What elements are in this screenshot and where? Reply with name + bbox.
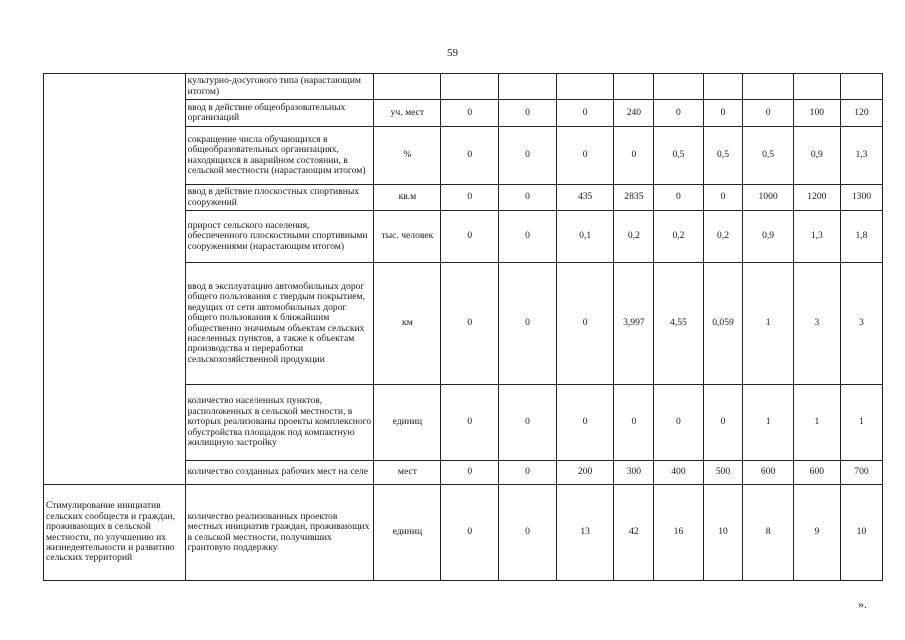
value-cell (793, 74, 840, 100)
value-cell: 1,3 (793, 211, 840, 263)
value-cell: 0,5 (703, 127, 743, 185)
value-cell: 0 (654, 385, 703, 461)
value-cell: 0 (556, 127, 614, 185)
value-cell: 0 (614, 385, 654, 461)
value-cell: 0 (743, 100, 793, 127)
value-cell: 0 (703, 385, 743, 461)
value-cell: 0 (441, 211, 499, 263)
unit-cell: единиц (374, 385, 441, 461)
value-cell: 0 (499, 385, 557, 461)
value-cell: 1300 (840, 185, 882, 211)
value-cell (441, 74, 499, 100)
unit-cell: % (374, 127, 441, 185)
unit-cell: мест (374, 461, 441, 485)
indicator-description: прирост сельского населения, обеспеченного плоскостными спортивными сооружениями (нарастающим итогом) (185, 211, 374, 263)
value-cell: 0,5 (743, 127, 793, 185)
indicator-description: количество созданных рабочих мест на селе (185, 461, 374, 485)
value-cell: 0 (441, 263, 499, 385)
value-cell: 16 (654, 485, 703, 581)
value-cell: 600 (793, 461, 840, 485)
value-cell (743, 74, 793, 100)
indicator-description: ввод в эксплуатацию автомобильных дорог общего пользования с твердым покрытием, ведущих от сети автомобильных дорог общего пользования к ближайшим общественно значимым объектам сельских населенных пунктов, а также к объектам производства и переработки сельскохозяйственной продукции (185, 263, 374, 385)
value-cell: 0 (556, 385, 614, 461)
value-cell: 700 (840, 461, 882, 485)
value-cell: 0 (499, 461, 557, 485)
value-cell: 0 (499, 185, 557, 211)
value-cell: 0 (556, 100, 614, 127)
value-cell: 0 (441, 485, 499, 581)
value-cell: 0 (441, 185, 499, 211)
value-cell: 0,9 (793, 127, 840, 185)
value-cell: 9 (793, 485, 840, 581)
unit-cell: кв.м (374, 185, 441, 211)
value-cell: 500 (703, 461, 743, 485)
table-row (44, 485, 883, 581)
indicator-description: ввод в действие общеобразовательных организаций (185, 100, 374, 127)
indicator-description: культурно-досугового типа (нарастающим итогом) (185, 74, 374, 100)
value-cell: 1 (793, 385, 840, 461)
value-cell: 0 (499, 263, 557, 385)
indicator-description: ввод в действие плоскостных спортивных сооружений (185, 185, 374, 211)
value-cell: 1 (840, 385, 882, 461)
value-cell: 0 (499, 211, 557, 263)
value-cell: 0 (499, 100, 557, 127)
value-cell: 0 (499, 485, 557, 581)
value-cell: 1 (743, 263, 793, 385)
value-cell: 0 (654, 185, 703, 211)
value-cell (614, 74, 654, 100)
value-cell: 200 (556, 461, 614, 485)
value-cell (654, 74, 703, 100)
value-cell: 0,5 (654, 127, 703, 185)
indicators-table (43, 73, 883, 581)
page-number: 59 (447, 47, 458, 59)
value-cell: 0 (556, 263, 614, 385)
value-cell: 1000 (743, 185, 793, 211)
value-cell: 0 (441, 461, 499, 485)
value-cell (499, 74, 557, 100)
value-cell: 0,2 (614, 211, 654, 263)
value-cell: 42 (614, 485, 654, 581)
closing-mark: ». (858, 597, 867, 611)
value-cell: 1200 (793, 185, 840, 211)
value-cell (840, 74, 882, 100)
value-cell: 3 (793, 263, 840, 385)
value-cell: 0 (499, 127, 557, 185)
unit-cell (374, 74, 441, 100)
indicator-description: сокращение числа обучающихся в общеобразовательных организациях, находящихся в аварийном состоянии, в сельской местности (нарастающим итогом) (185, 127, 374, 185)
indicator-description: количество населенных пунктов, расположенных в сельской местности, в которых реализованы проекты комплексного обустройства площадок под компактную жилищную застройку (185, 385, 374, 461)
value-cell: 120 (840, 100, 882, 127)
value-cell: 435 (556, 185, 614, 211)
value-cell: 0 (441, 127, 499, 185)
value-cell: 0 (703, 100, 743, 127)
value-cell: 1,8 (840, 211, 882, 263)
value-cell: 0,059 (703, 263, 743, 385)
value-cell: 10 (840, 485, 882, 581)
unit-cell: км (374, 263, 441, 385)
value-cell: 0,1 (556, 211, 614, 263)
value-cell: 300 (614, 461, 654, 485)
value-cell: 10 (703, 485, 743, 581)
value-cell: 4,55 (654, 263, 703, 385)
value-cell: 3 (840, 263, 882, 385)
value-cell: 3,997 (614, 263, 654, 385)
value-cell: 1,3 (840, 127, 882, 185)
unit-cell: уч. мест (374, 100, 441, 127)
indicator-description: количество реализованных проектов местных инициатив граждан, проживающих в сельской местности, получивших грантовую поддержку (185, 485, 374, 581)
value-cell: 0 (441, 100, 499, 127)
value-cell: 2835 (614, 185, 654, 211)
value-cell: 0 (703, 185, 743, 211)
unit-cell: тыс. человек (374, 211, 441, 263)
table-row (44, 74, 883, 100)
value-cell: 0 (654, 100, 703, 127)
value-cell: 100 (793, 100, 840, 127)
value-cell: 0,2 (703, 211, 743, 263)
value-cell: 1 (743, 385, 793, 461)
value-cell: 0,9 (743, 211, 793, 263)
group-label-cell (44, 74, 186, 485)
value-cell: 0 (441, 385, 499, 461)
value-cell: 0,2 (654, 211, 703, 263)
value-cell: 240 (614, 100, 654, 127)
value-cell: 0 (614, 127, 654, 185)
value-cell (703, 74, 743, 100)
group-label-cell: Стимулирование инициатив сельских сообществ и граждан, проживающих в сельской местности, по улучшению их жизнедеятельности и развитию сельских территорий (44, 485, 186, 581)
unit-cell: единиц (374, 485, 441, 581)
value-cell: 13 (556, 485, 614, 581)
value-cell (556, 74, 614, 100)
value-cell: 8 (743, 485, 793, 581)
value-cell: 400 (654, 461, 703, 485)
value-cell: 600 (743, 461, 793, 485)
